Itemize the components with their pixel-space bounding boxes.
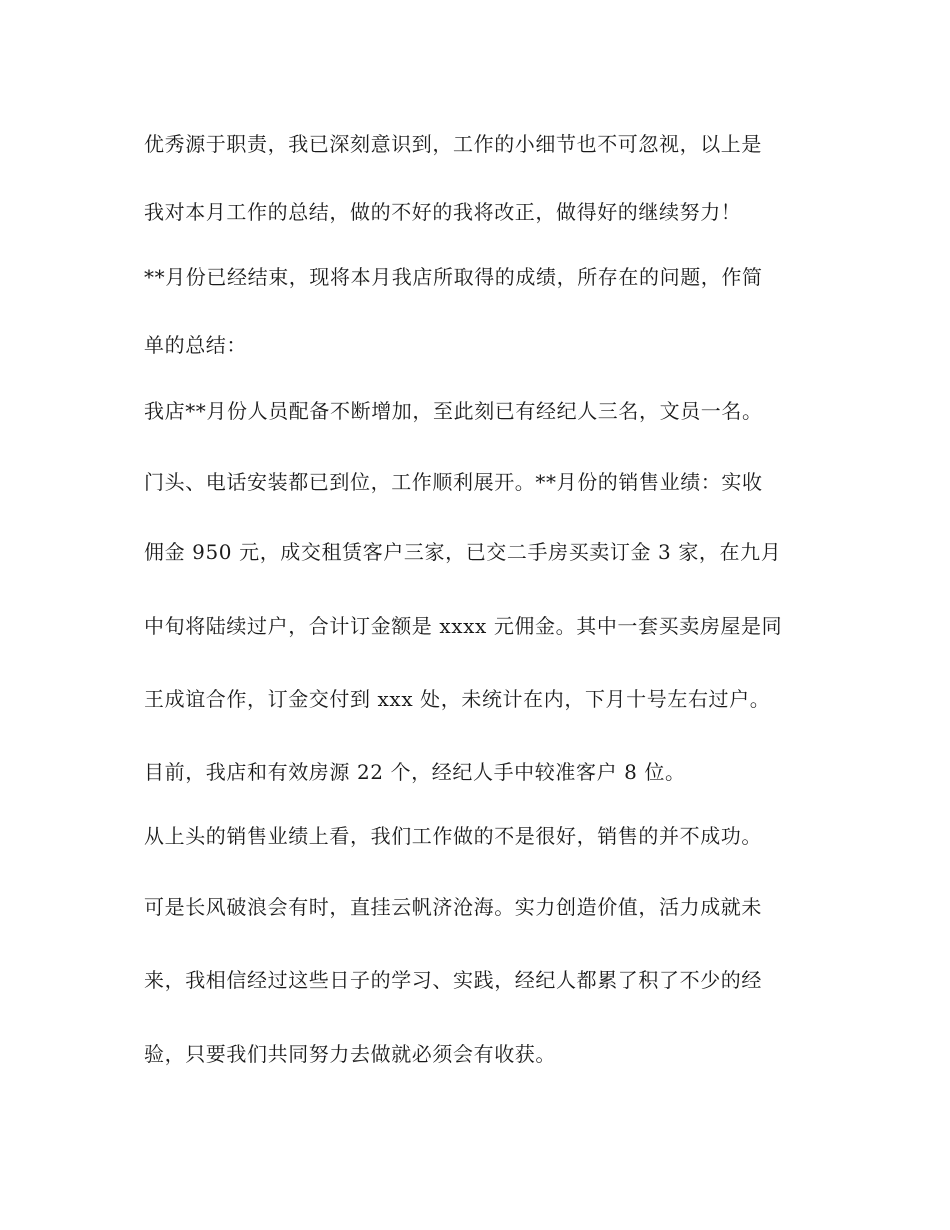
text-line: 来，我相信经过这些日子的学习、实践，经纪人都累了积了不少的经 [144, 968, 762, 992]
text-line: 可是长风破浪会有时，直挂云帆济沧海。实力创造价值，活力成就未 [144, 895, 762, 919]
text-line: **月份已经结束，现将本月我店所取得的成绩，所存在的问题，作简 [144, 265, 763, 289]
text-line: 王成谊合作，订金交付到 xxx 处，未统计在内，下月十号左右过户。 [144, 687, 771, 711]
text-line: 中旬将陆续过户，合计订金额是 xxxx 元佣金。其中一套买卖房屋是同 [144, 614, 783, 638]
text-line: 优秀源于职责，我已深刻意识到，工作的小细节也不可忽视，以上是 [144, 132, 762, 156]
text-line: 我对本月工作的总结，做的不好的我将改正，做得好的继续努力！ [144, 200, 742, 224]
text-line: 佣金 950 元，成交租赁客户三家，已交二手房买卖订金 3 家，在九月 [144, 540, 782, 564]
text-line: 目前，我店和有效房源 22 个，经纪人手中较准客户 8 位。 [144, 760, 686, 784]
text-line: 我店**月份人员配备不断增加，至此刻已有经纪人三名，文员一名。 [144, 399, 763, 423]
text-line: 验，只要我们共同努力去做就必须会有收获。 [144, 1042, 556, 1066]
text-line: 门头、电话安装都已到位，工作顺利展开。**月份的销售业绩：实收 [144, 470, 763, 494]
text-line: 从上头的销售业绩上看，我们工作做的不是很好，销售的并不成功。 [144, 824, 762, 848]
text-line: 单的总结： [144, 333, 247, 357]
